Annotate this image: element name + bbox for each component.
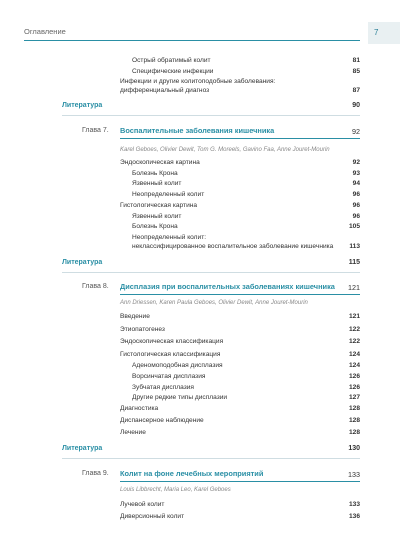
chapter-divider (120, 294, 360, 295)
toc-page: 122 (348, 326, 360, 333)
toc-page: 128 (348, 405, 360, 412)
toc-page: 126 (348, 384, 360, 391)
toc-page: 136 (348, 513, 360, 520)
chapter-page: 121 (348, 283, 360, 292)
toc-page: 93 (352, 170, 360, 177)
toc-entry[interactable]: Ворсинчатая дисплазия (132, 373, 206, 380)
header-divider (24, 40, 360, 41)
toc-entry[interactable]: Болезнь Крона (132, 170, 178, 177)
toc-entry[interactable]: Неопределенный колит (132, 191, 205, 198)
toc-page: 128 (348, 417, 360, 424)
chapter-label: Глава 7. (82, 127, 109, 134)
chapter-authors: Karel Geboes, Olivier Dewit, Tom G. Moreels, Gavino Faa, Anne Jouret-Mourin (120, 147, 330, 153)
toc-page: 85 (352, 68, 360, 75)
toc-entry[interactable]: Язвенный колит (132, 213, 182, 220)
chapter-title[interactable]: Колит на фоне лечебных мероприятий (120, 469, 264, 478)
toc-entry[interactable]: Специфические инфекции (132, 68, 214, 75)
chapter-page: 92 (352, 127, 360, 136)
toc-page: 113 (349, 243, 360, 250)
chapter-divider (120, 481, 360, 482)
chapter-page: 133 (348, 470, 360, 479)
toc-page: 124 (348, 362, 360, 369)
toc-entry[interactable]: Диверсионный колит (120, 513, 185, 520)
toc-page: 105 (348, 223, 360, 230)
toc-entry[interactable]: Диагностика (120, 405, 159, 412)
literature-page: 115 (348, 259, 360, 266)
toc-page: 92 (352, 159, 360, 166)
chapter-label: Глава 9. (82, 470, 109, 477)
section-divider (62, 115, 360, 116)
toc-entry[interactable]: неклассифицированное воспалительное заболевание кишечника (132, 243, 334, 250)
toc-page: 96 (352, 202, 360, 209)
chapter-label: Глава 8. (82, 283, 109, 290)
header-title: Оглавление (24, 27, 66, 36)
toc-page: 126 (348, 373, 360, 380)
toc-page: 121 (348, 313, 360, 320)
page-number: 7 (374, 28, 379, 37)
toc-entry[interactable]: Острый обратимый колит (132, 57, 211, 64)
toc-entry[interactable]: Этиопатогенез (120, 326, 165, 333)
toc-page: 124 (348, 351, 360, 358)
toc-entry[interactable]: Введение (120, 313, 150, 320)
toc-page: 133 (348, 501, 360, 508)
toc-entry[interactable]: Болезнь Крона (132, 223, 178, 230)
toc-page: 96 (352, 213, 360, 220)
toc-entry[interactable]: Гистологическая классификация (120, 351, 221, 358)
literature-link[interactable]: Литература (62, 102, 103, 109)
toc-entry[interactable]: Гистологическая картина (120, 202, 198, 209)
toc-entry[interactable]: Эндоскопическая картина (120, 159, 200, 166)
toc-entry[interactable]: Другие редкие типы дисплазии (132, 394, 228, 401)
toc-entry[interactable]: Лечение (120, 429, 146, 436)
toc-page: 128 (348, 429, 360, 436)
toc-entry[interactable]: Диспансерное наблюдение (120, 417, 204, 424)
toc-page: 94 (352, 180, 360, 187)
toc-entry[interactable]: Неопределенный колит: (132, 234, 207, 241)
literature-page: 130 (348, 445, 360, 452)
page-number-tab (368, 22, 400, 44)
toc-page: 81 (352, 57, 360, 64)
chapter-divider (120, 138, 360, 139)
chapter-authors: Ann Driessen, Karen Paula Geboes, Olivier Dewit, Anne Jouret-Mourin (120, 300, 308, 306)
toc-page: 96 (352, 191, 360, 198)
chapter-title[interactable]: Дисплазия при воспалительных заболеваниях кишечника (120, 282, 335, 291)
section-divider (62, 458, 360, 459)
toc-page: 127 (348, 394, 360, 401)
chapter-authors: Louis Libbrecht, Maria Leo, Karel Geboes (120, 487, 231, 493)
literature-link[interactable]: Литература (62, 445, 103, 452)
chapter-title[interactable]: Воспалительные заболевания кишечника (120, 126, 275, 135)
toc-entry[interactable]: Язвенный колит (132, 180, 182, 187)
toc-entry[interactable]: Зубчатая дисплазия (132, 384, 194, 391)
literature-page: 90 (352, 102, 360, 109)
section-divider (62, 272, 360, 273)
toc-page: 122 (348, 338, 360, 345)
toc-entry[interactable]: Лучевой колит (120, 501, 165, 508)
toc-entry[interactable]: дифференциальный диагноз (120, 87, 210, 94)
toc-entry[interactable]: Инфекции и другие колитоподобные заболевания: (120, 78, 276, 85)
literature-link[interactable]: Литература (62, 259, 103, 266)
toc-entry[interactable]: Эндоскопическая классификация (120, 338, 224, 345)
toc-page: 87 (352, 87, 360, 94)
toc-entry[interactable]: Аденомоподобная дисплазия (132, 362, 223, 369)
